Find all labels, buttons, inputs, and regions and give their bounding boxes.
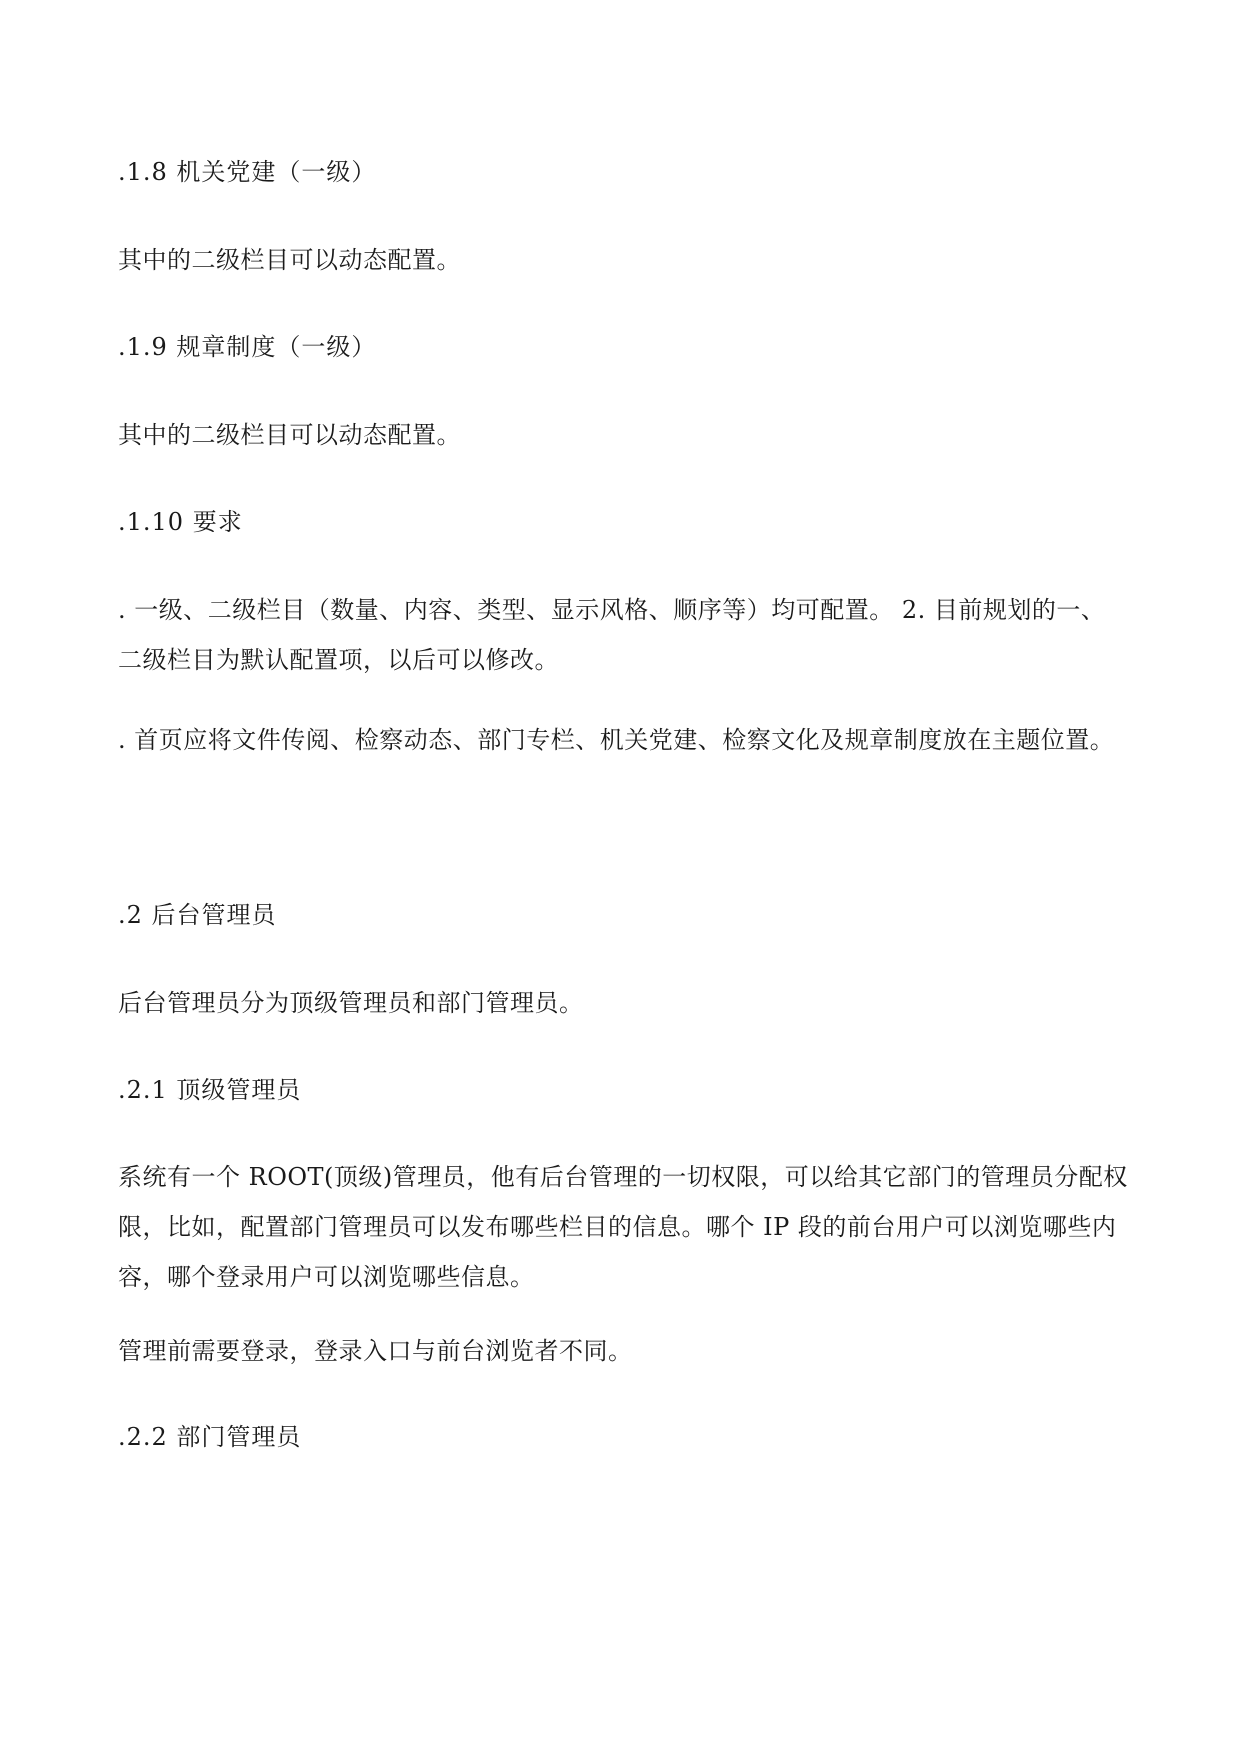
paragraph-login-note: 管理前需要登录，登录入口与前台浏览者不同。 — [118, 1337, 633, 1365]
paragraph-1-8-note: 其中的二级栏目可以动态配置。 — [118, 246, 461, 274]
paragraph-requirement-1: . 一级、二级栏目（数量、内容、类型、显示风格、顺序等）均可配置。 2. 目前规划的一、二级栏目为默认配置项，以后可以修改。 — [118, 596, 1106, 674]
section-heading-2-2: .2.2 部门管理员 — [118, 1423, 302, 1451]
section-heading-1-10: .1.10 要求 — [118, 508, 243, 536]
paragraph-requirement-2: . 首页应将文件传阅、检察动态、部门专栏、机关党建、检察文化及规章制度放在主题位置。 — [118, 726, 1115, 754]
section-heading-2: .2 后台管理员 — [118, 901, 277, 929]
section-heading-1-8: .1.8 机关党建（一级） — [118, 158, 377, 186]
paragraph-root-admin: 系统有一个 ROOT(顶级)管理员，他有后台管理的一切权限，可以给其它部门的管理员分配权限，比如，配置部门管理员可以发布哪些栏目的信息。哪个 IP 段的前台用户可以浏览哪些内容，哪个登录用户可以浏览哪些信息。 — [118, 1163, 1128, 1291]
section-heading-2-1: .2.1 顶级管理员 — [118, 1076, 302, 1104]
section-heading-1-9: .1.9 规章制度（一级） — [118, 333, 377, 361]
paragraph-admin-overview: 后台管理员分为顶级管理员和部门管理员。 — [118, 989, 584, 1017]
paragraph-1-9-note: 其中的二级栏目可以动态配置。 — [118, 421, 461, 449]
